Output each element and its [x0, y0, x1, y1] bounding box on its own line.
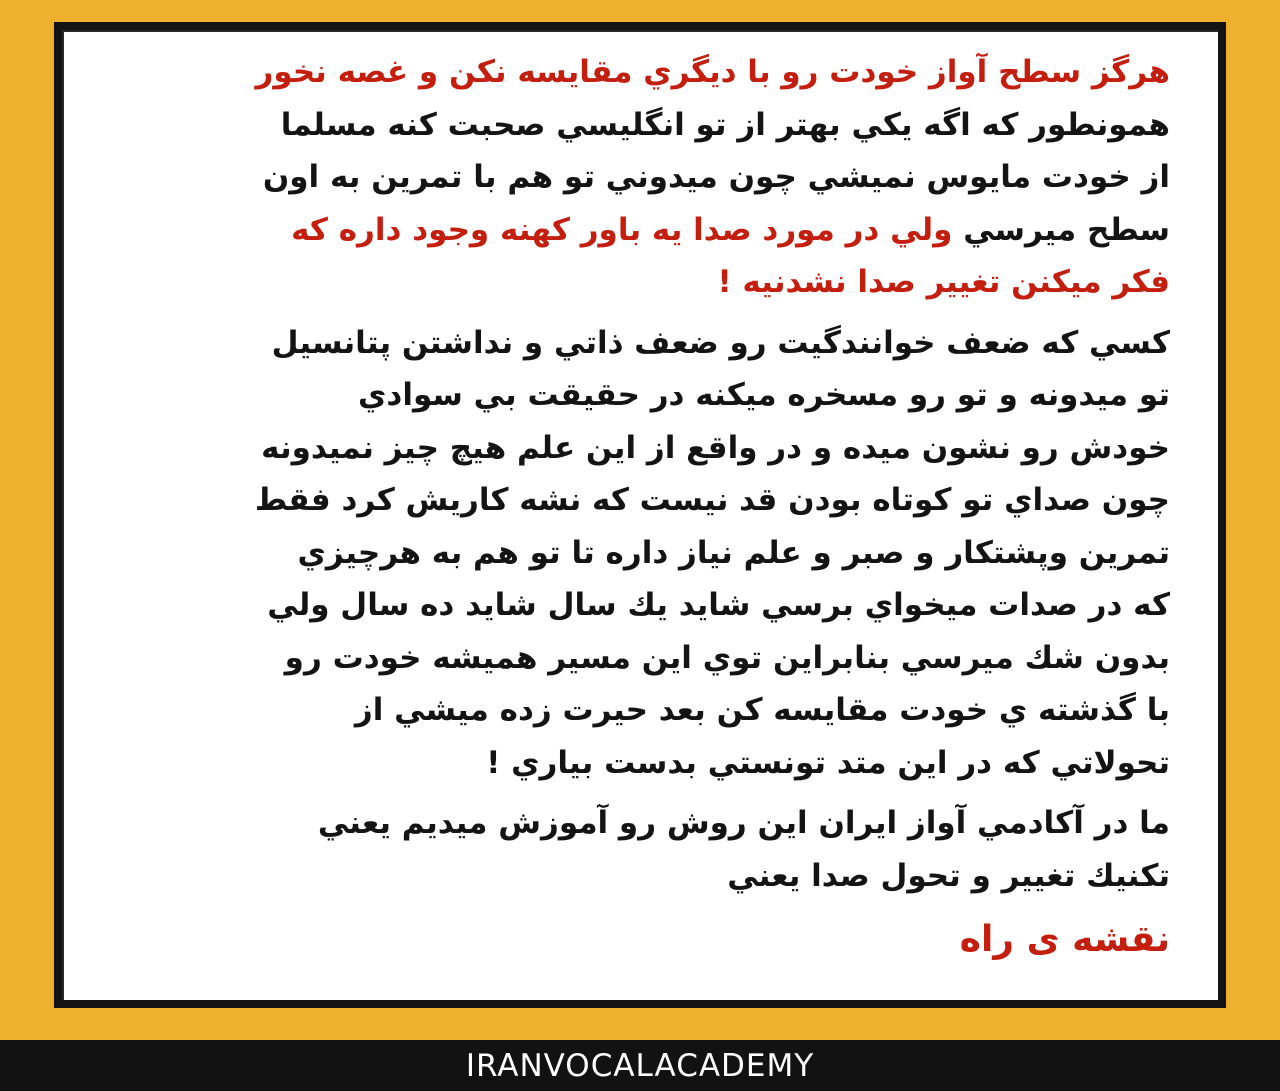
text-card [64, 32, 1210, 996]
post-text [108, 46, 1170, 970]
text-line [108, 369, 1170, 422]
text-segment: همونطور كه اگه يكي بهتر از تو انگليسي صحبت كنه مسلما [280, 106, 1170, 143]
text-line [108, 204, 1170, 257]
text-segment: تمرين وپشتكار و صبر و علم نياز داره تا تو هم به هرچيزي [297, 534, 1170, 571]
text-segment: كسي كه ضعف خوانندگيت رو ضعف ذاتي و نداشتن پتانسيل [271, 324, 1170, 361]
text-line [108, 850, 1170, 903]
text-line [108, 46, 1170, 99]
footer-bar [0, 1040, 1280, 1091]
text-line [108, 317, 1170, 370]
footer-brand: IRANVOCALACADEMY [465, 1047, 815, 1084]
text-segment: تحولاتي كه در اين متد تونستي بدست بياري ! [486, 744, 1170, 781]
text-segment: تو ميدونه و تو رو مسخره ميكنه در حقيقت بي سوادي [358, 377, 1170, 413]
text-line [108, 737, 1170, 790]
text-segment: بدون شك ميرسي بنابراين توي اين مسير هميشه خودت رو [284, 639, 1170, 676]
text-segment: ولي در مورد صدا يه باور كهنه وجود داره كه [291, 211, 953, 248]
text-line [108, 99, 1170, 152]
text-segment: با گذشته ي خودت مقايسه كن بعد حيرت زده ميشي از [354, 692, 1170, 728]
text-line [108, 527, 1170, 580]
text-line [108, 684, 1170, 737]
paragraph-1 [108, 46, 1170, 309]
text-segment: كه در صدات ميخواي برسي شايد يك سال شايد ده سال ولي [267, 587, 1170, 623]
text-line [108, 632, 1170, 685]
text-segment: از خودت مايوس نميشي چون ميدوني تو هم با تمرين به اون [262, 159, 1170, 195]
text-line [108, 151, 1170, 204]
text-segment: هرگز سطح آواز خودت رو با ديگري مقايسه نكن و غصه نخور [255, 54, 1170, 90]
text-line [108, 256, 1170, 309]
text-line [108, 797, 1170, 850]
text-segment: سطح ميرسي [952, 211, 1170, 248]
text-line [108, 474, 1170, 527]
paragraph-2 [108, 317, 1170, 790]
text-segment: ما در آكادمي آواز ايران اين روش رو آموزش ميديم يعني [317, 805, 1170, 841]
text-segment: تكنيك تغيير و تحول صدا يعني [727, 857, 1170, 894]
text-line [108, 422, 1170, 475]
text-line [108, 579, 1170, 632]
text-segment: خودش رو نشون ميده و در واقع از اين علم هيچ چيز نميدونه [261, 429, 1170, 466]
paragraph-3 [108, 797, 1170, 902]
text-segment: فكر ميكنن تغيير صدا نشدنيه ! [717, 264, 1170, 300]
signature: نقشه ی راه [959, 919, 1170, 960]
text-segment: چون صداي تو كوتاه بودن قد نيست كه نشه كاريش كرد فقط [254, 482, 1170, 518]
